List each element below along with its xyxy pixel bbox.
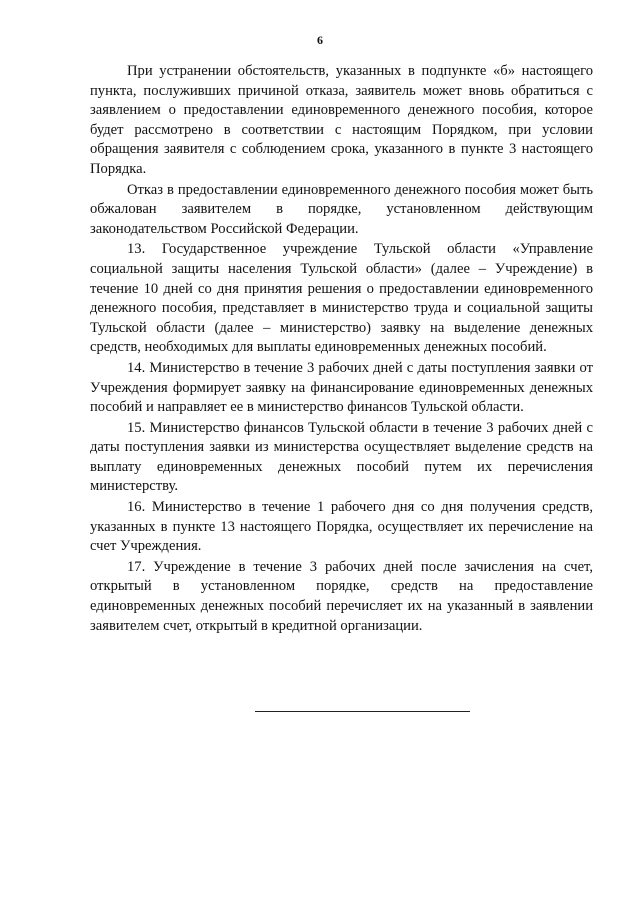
paragraph-item-15: 15. Министерство финансов Тульской области в течение 3 рабочих дней с даты поступления заявки из министерства осуществляет выделение средств на выплату единовременных денежных пособий путем их перечисления министерству. — [90, 419, 593, 495]
paragraph-item-16: 16. Министерство в течение 1 рабочего дня со дня получения средств, указанных в пункте 13 настоящего Порядка, осуществляет их перечисление на счет Учреждения. — [90, 499, 593, 555]
end-divider-line — [255, 711, 470, 712]
paragraph-appeal: Отказ в предоставлении единовременного денежного пособия может быть обжалован заявителем в порядке, установленном действующим законодательством Российской Федерации. — [90, 181, 593, 237]
document-body — [90, 62, 593, 637]
paragraph-reapplication: При устранении обстоятельств, указанных в подпункте «б» настоящего пункта, послуживших причиной отказа, заявитель может вновь обратиться с заявлением о предоставлении единовременного денежного пособия, которое будет рассмотрено в соответствии с настоящим Порядком, при условии обращения заявителя с соблюдением срока, указанного в пункте 3 настоящего Порядка. — [90, 63, 593, 177]
paragraph-item-13: 13. Государственное учреждение Тульской области «Управление социальной защиты населения Тульской области» (далее – Учреждение) в течение 10 дней со дня принятия решения о предоставлении единовременного денежного пособия, представляет в министерство труда и социальной защиты Тульской области (далее – министерство) заявку на выделение денежных средств, необходимых для выплаты единовременных денежных пособий. — [90, 241, 593, 356]
paragraph-item-17: 17. Учреждение в течение 3 рабочих дней после зачисления на счет, открытый в установленном порядке, средств на предоставление единовременных денежных пособий перечисляет их на указанный в заявлении заявителем счет, открытый в кредитной организации. — [90, 558, 593, 634]
paragraph-item-14: 14. Министерство в течение 3 рабочих дней с даты поступления заявки от Учреждения формирует заявку на финансирование единовременных денежных пособий и направляет ее в министерство финансов Тульской области. — [90, 359, 593, 416]
page-number: 6 — [317, 33, 323, 47]
